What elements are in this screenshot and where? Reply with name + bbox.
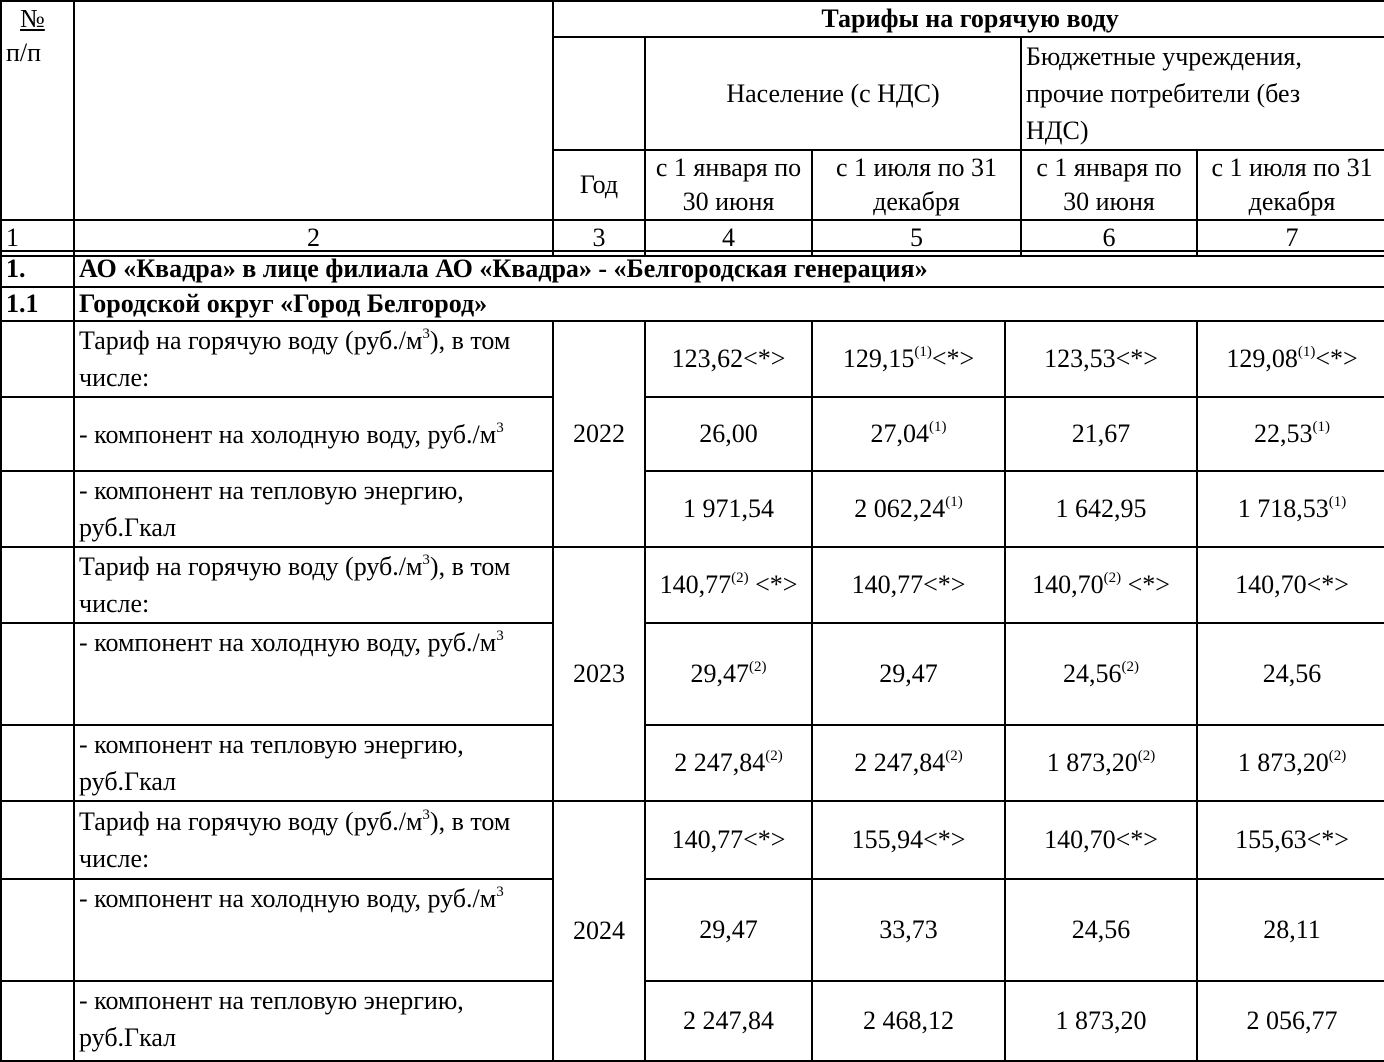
tariff-value: 1 971,54 — [683, 494, 774, 523]
tariff-value-cell — [645, 879, 812, 981]
tariff-value-cell — [1005, 321, 1197, 397]
tariff-value: 155,63 — [1235, 825, 1307, 854]
tariff-value: 26,00 — [699, 419, 758, 448]
row-label-text: ), в том числе: — [79, 326, 511, 392]
section-row — [1, 251, 1384, 287]
year-cell: 2022 — [553, 321, 645, 547]
tariff-value: 29,47 — [879, 659, 938, 688]
superscript: 3 — [496, 419, 504, 436]
tariff-value: 1 873,20 — [1055, 1006, 1147, 1035]
table-header — [0, 0, 1384, 257]
row-label-text: ), в том числе: — [79, 807, 511, 873]
column-number: 3 — [553, 220, 645, 256]
tariff-value-cell — [1197, 547, 1384, 623]
tariff-value: 27,04 — [870, 419, 929, 448]
period-label: с 1 июля по 31 декабря — [812, 150, 1021, 220]
section-row — [1, 287, 1384, 321]
row-label — [74, 725, 553, 801]
note-marker: <*> — [923, 570, 966, 599]
tariff-value: 2 468,12 — [863, 1006, 954, 1035]
footnote-marker: (1) — [1297, 344, 1316, 360]
row-number-cell — [1, 879, 74, 981]
tariff-value-cell — [1005, 397, 1197, 471]
tariff-value-cell — [645, 801, 812, 879]
tariff-value: 1 873,20 — [1237, 748, 1329, 777]
note-marker: <*> — [1315, 344, 1358, 373]
section-number: 1. — [1, 251, 74, 287]
row-label-text: ), в том числе: — [79, 552, 511, 618]
column-number: 2 — [74, 220, 553, 256]
note-marker: <*> — [743, 825, 786, 854]
note-marker: <*> — [743, 344, 786, 373]
row-label-text: Тариф на горячую воду (руб./м — [79, 326, 423, 355]
row-label-text: Тариф на горячую воду (руб./м — [79, 552, 423, 581]
tariff-value: 123,62 — [671, 344, 744, 373]
section-title: Городской округ «Город Белгород» — [74, 287, 1384, 321]
year-cell: 2024 — [553, 801, 645, 1061]
section-number: 1.1 — [1, 287, 74, 321]
footnote-marker: (1) — [929, 419, 947, 435]
row-number-cell — [1, 547, 74, 623]
population-label: Население (с НДС) — [645, 37, 1021, 150]
note-marker: <*> — [1115, 825, 1158, 854]
tariff-value: 2 056,77 — [1246, 1006, 1338, 1035]
row-label — [74, 397, 553, 471]
table-row — [1, 471, 1384, 547]
row-number-cell — [1, 981, 74, 1061]
tariff-value: 1 718,53 — [1237, 494, 1329, 523]
tariff-value-cell — [1197, 879, 1384, 981]
tariff-value: 140,77 — [851, 570, 924, 599]
footnote-marker: (2) — [1328, 748, 1347, 764]
row-label-text: - компонент на холодную воду, руб./м — [79, 419, 497, 449]
row-label-text: - компонент на тепловую энергию, руб.Гкал — [79, 476, 464, 542]
year-label: Год — [553, 150, 645, 220]
table-body — [0, 250, 1384, 1062]
num-label: № — [20, 4, 45, 33]
superscript: 3 — [422, 326, 430, 342]
footnote-marker: (1) — [914, 344, 932, 360]
table-row — [1, 725, 1384, 801]
tariff-value-cell — [645, 547, 812, 623]
row-label — [74, 471, 553, 547]
tariff-value-cell — [1005, 879, 1197, 981]
superscript: 3 — [496, 628, 504, 644]
tariff-value-cell — [645, 623, 812, 725]
superscript: 3 — [422, 552, 430, 568]
tariff-value: 140,77 — [659, 570, 732, 599]
header-num-cell — [1, 1, 74, 220]
tariff-value-cell — [1005, 725, 1197, 801]
tariff-value-cell — [645, 725, 812, 801]
column-number: 7 — [1197, 220, 1384, 256]
tariff-value-cell — [1197, 801, 1384, 879]
table-row — [1, 981, 1384, 1061]
table-row — [1, 623, 1384, 725]
tariff-value-cell — [1197, 981, 1384, 1061]
tariff-value-cell — [645, 981, 812, 1061]
tariff-value-cell — [1197, 471, 1384, 547]
table-row — [1, 397, 1384, 471]
tariff-value-cell — [812, 623, 1005, 725]
tariff-value-cell — [1005, 981, 1197, 1061]
year-cell: 2023 — [553, 547, 645, 801]
row-number-cell — [1, 801, 74, 879]
tariff-value-cell — [1197, 397, 1384, 471]
tariff-value-cell — [812, 547, 1005, 623]
column-number: 4 — [645, 220, 812, 256]
note-marker: <*> — [748, 570, 798, 599]
tariff-value: 1 642,95 — [1055, 494, 1147, 523]
row-number-cell — [1, 321, 74, 397]
budget-label: Бюджетные учреждения, прочие потребители (без НДС) — [1021, 37, 1384, 150]
tariff-value: 29,47 — [690, 659, 749, 688]
note-marker: <*> — [923, 825, 966, 854]
tariff-value: 140,70 — [1235, 570, 1307, 599]
section-title: АО «Квадра» в лице филиала АО «Квадра» - «Белгородская генерация» — [74, 251, 1384, 287]
tariff-value-cell — [1197, 725, 1384, 801]
tariff-value: 2 247,84 — [674, 748, 766, 777]
group-title: Тарифы на горячую воду — [553, 1, 1384, 37]
tariff-value-cell — [812, 981, 1005, 1061]
period-label: с 1 января по 30 июня — [1021, 150, 1197, 220]
row-label — [74, 879, 553, 981]
row-label-text: Тариф на горячую воду (руб./м — [79, 807, 423, 836]
header-empty-year-cell — [553, 37, 645, 150]
row-number-cell — [1, 623, 74, 725]
tariff-value: 1 873,20 — [1046, 748, 1138, 777]
tariff-value: 24,56 — [1262, 659, 1322, 688]
tariff-value-cell — [645, 471, 812, 547]
footnote-marker: (2) — [1121, 659, 1139, 675]
footnote-marker: (1) — [945, 494, 963, 510]
tariff-value-cell — [1005, 623, 1197, 725]
tariff-value-cell — [645, 321, 812, 397]
tariff-value: 28,11 — [1263, 915, 1321, 944]
footnote-marker: (2) — [1103, 570, 1122, 586]
table-row — [1, 547, 1384, 623]
tariff-value: 21,67 — [1071, 419, 1131, 448]
tariff-value-cell — [1197, 321, 1384, 397]
tariff-value: 129,15 — [842, 344, 915, 373]
tariff-value-cell — [812, 725, 1005, 801]
footnote-marker: (1) — [1312, 419, 1331, 435]
tariff-value-cell — [812, 879, 1005, 981]
row-number-cell — [1, 725, 74, 801]
tariff-value: 24,56 — [1063, 659, 1122, 688]
table-row — [1, 321, 1384, 397]
column-number: 6 — [1021, 220, 1197, 256]
footnote-marker: (1) — [1328, 494, 1347, 510]
tariff-value: 140,77 — [671, 825, 744, 854]
note-marker: <*> — [1121, 570, 1170, 599]
row-label-text: - компонент на тепловую энергию, руб.Гкал — [79, 730, 464, 796]
row-label — [74, 547, 553, 623]
superscript: 3 — [422, 807, 430, 823]
footnote-marker: (2) — [731, 570, 749, 586]
footnote-marker: (2) — [749, 659, 767, 675]
tariff-value-cell — [812, 321, 1005, 397]
period-label: с 1 января по 30 июня — [645, 150, 812, 220]
tariff-value-cell — [812, 471, 1005, 547]
table-row — [1, 879, 1384, 981]
tariff-value: 155,94 — [851, 825, 924, 854]
row-label — [74, 321, 553, 397]
tariff-value-cell — [1197, 623, 1384, 725]
footnote-marker: (2) — [765, 748, 783, 764]
tariff-value-cell — [1005, 801, 1197, 879]
row-label-text: - компонент на тепловую энергию, руб.Гкал — [79, 986, 464, 1052]
row-label — [74, 981, 553, 1061]
footnote-marker: (2) — [1137, 748, 1156, 764]
table-row — [1, 801, 1384, 879]
tariff-value-cell — [645, 397, 812, 471]
tariff-value: 140,70 — [1032, 570, 1104, 599]
num-label-pp: п/п — [6, 38, 42, 67]
row-number-cell — [1, 397, 74, 471]
row-label-text: - компонент на холодную воду, руб./м — [79, 628, 497, 657]
tariff-value: 33,73 — [879, 915, 938, 944]
note-marker: <*> — [1306, 570, 1349, 599]
superscript: 3 — [496, 884, 504, 900]
tariff-value: 123,53 — [1044, 344, 1116, 373]
column-number: 1 — [1, 220, 74, 256]
row-label — [74, 623, 553, 725]
tariff-value: 2 247,84 — [854, 748, 946, 777]
row-label-text: - компонент на холодную воду, руб./м — [79, 884, 497, 913]
column-number: 5 — [812, 220, 1021, 256]
row-label — [74, 801, 553, 879]
tariff-value-cell — [1005, 547, 1197, 623]
tariff-value: 129,08 — [1226, 344, 1298, 373]
tariff-value: 22,53 — [1254, 419, 1313, 448]
header-name-cell — [74, 1, 553, 220]
note-marker: <*> — [1115, 344, 1158, 373]
note-marker: <*> — [931, 344, 975, 373]
tariff-value: 140,70 — [1044, 825, 1116, 854]
note-marker: <*> — [1306, 825, 1349, 854]
tariff-value: 29,47 — [699, 915, 758, 944]
period-label: с 1 июля по 31 декабря — [1197, 150, 1384, 220]
footnote-marker: (2) — [945, 748, 963, 764]
row-number-cell — [1, 471, 74, 547]
tariff-value: 24,56 — [1071, 915, 1131, 944]
tariff-value-cell — [812, 801, 1005, 879]
tariff-value-cell — [1005, 471, 1197, 547]
tariff-value-cell — [812, 397, 1005, 471]
tariff-value: 2 062,24 — [854, 494, 946, 523]
tariff-value: 2 247,84 — [683, 1006, 774, 1035]
